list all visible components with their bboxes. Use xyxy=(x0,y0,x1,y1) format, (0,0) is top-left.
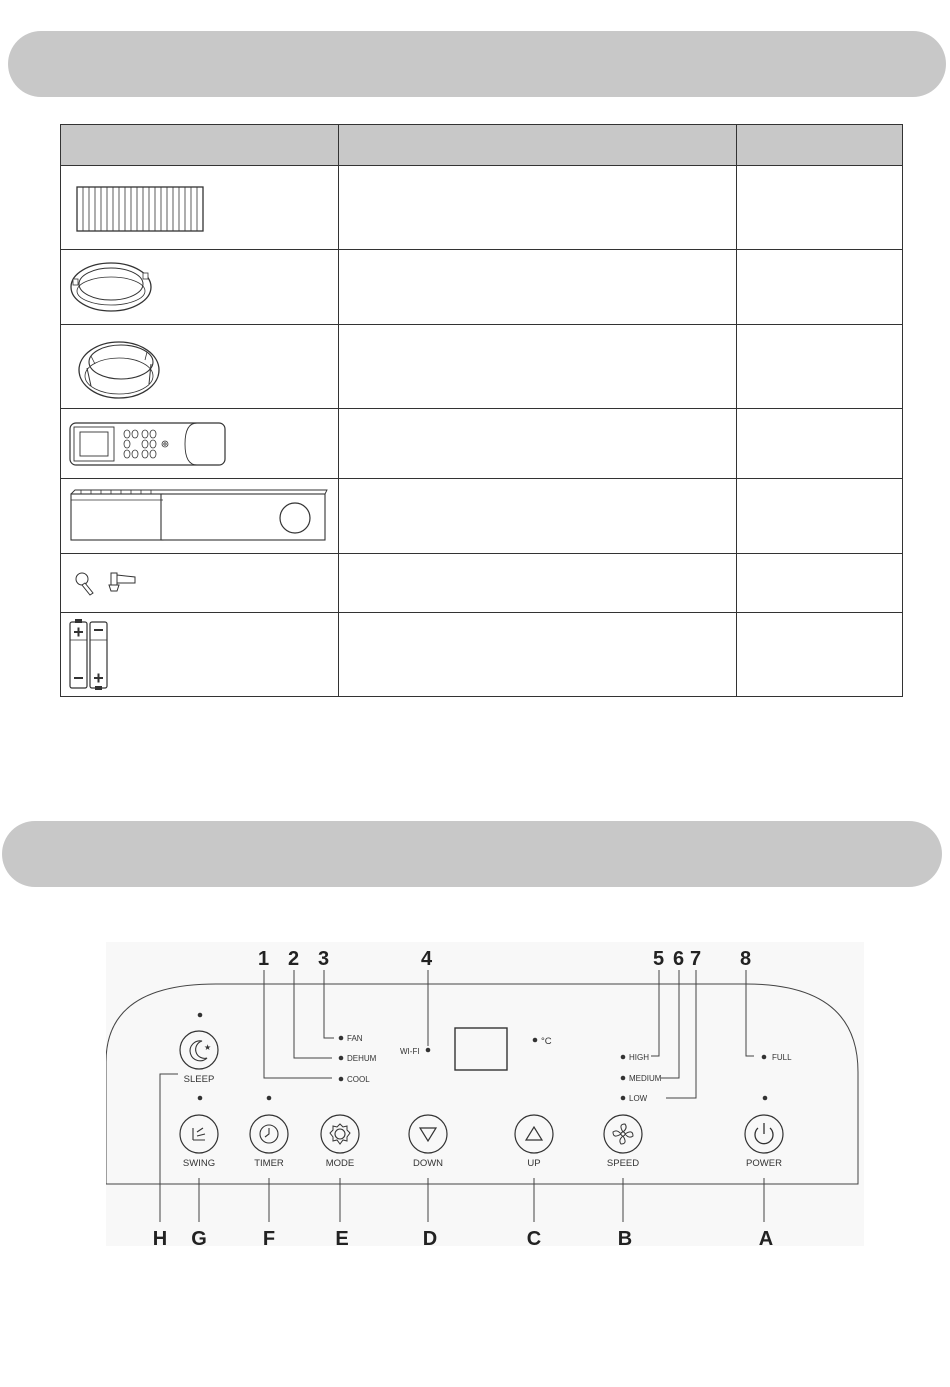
callout-number-1: 1 xyxy=(258,948,270,970)
description-cell xyxy=(339,166,737,250)
up-button[interactable] xyxy=(515,1115,553,1153)
section-header-banner-accessories xyxy=(8,31,946,97)
exhaust-hose-icon xyxy=(61,166,339,250)
callout-letter-d: D xyxy=(422,1228,438,1246)
callout-letter-f: F xyxy=(262,1228,276,1246)
description-cell xyxy=(339,613,737,697)
quantity-cell xyxy=(737,554,903,613)
control-panel-diagram xyxy=(106,942,864,1246)
table-row xyxy=(61,479,903,554)
callout-number-5: 5 xyxy=(653,948,665,970)
power-label: POWER xyxy=(746,1158,782,1169)
callout-letter-h: H xyxy=(152,1228,168,1246)
mode-button[interactable] xyxy=(321,1115,359,1153)
callout-letter-e: E xyxy=(335,1228,349,1246)
indicator-fan-label: FAN xyxy=(347,1034,363,1043)
timer-label: TIMER xyxy=(254,1158,284,1169)
celsius-label: °C xyxy=(541,1036,552,1047)
callout-number-4: 4 xyxy=(421,948,433,970)
table-row xyxy=(61,409,903,479)
power-button[interactable] xyxy=(745,1115,783,1153)
indicator-medium-label: MEDIUM xyxy=(629,1074,662,1083)
hose-connector-ring-icon xyxy=(61,325,339,409)
timer-button[interactable] xyxy=(250,1115,288,1153)
down-label: DOWN xyxy=(412,1158,444,1169)
batteries-icon xyxy=(61,613,339,697)
sleep-button[interactable] xyxy=(180,1031,218,1069)
up-label: UP xyxy=(527,1158,541,1169)
callout-number-2: 2 xyxy=(288,948,300,970)
callout-letter-b: B xyxy=(617,1228,633,1246)
screws-icon xyxy=(61,554,339,613)
quantity-cell xyxy=(737,250,903,325)
table-row xyxy=(61,613,903,697)
down-button[interactable] xyxy=(409,1115,447,1153)
window-adapter-ring-icon xyxy=(61,250,339,325)
callout-letter-c: C xyxy=(526,1228,542,1246)
indicator-full-label: FULL xyxy=(772,1053,792,1062)
temperature-display xyxy=(455,1028,507,1070)
quantity-cell xyxy=(737,479,903,554)
description-cell xyxy=(339,479,737,554)
swing-label: SWING xyxy=(182,1158,216,1169)
table-row xyxy=(61,250,903,325)
callout-number-7: 7 xyxy=(690,948,702,970)
quantity-cell xyxy=(737,166,903,250)
quantity-cell xyxy=(737,409,903,479)
callout-number-6: 6 xyxy=(673,948,685,970)
sleep-label: SLEEP xyxy=(183,1074,215,1085)
window-slider-kit-icon xyxy=(61,479,339,554)
accessories-table xyxy=(60,124,903,697)
header-cell-part xyxy=(61,125,339,166)
callout-number-8: 8 xyxy=(740,948,752,970)
description-cell xyxy=(339,250,737,325)
header-cell-quantity xyxy=(737,125,903,166)
remote-control-icon xyxy=(61,409,339,479)
swing-button[interactable] xyxy=(180,1115,218,1153)
callout-number-3: 3 xyxy=(318,948,330,970)
indicator-dehum-label: DEHUM xyxy=(347,1054,377,1063)
table-header-row xyxy=(61,125,903,166)
quantity-cell xyxy=(737,613,903,697)
quantity-cell xyxy=(737,325,903,409)
indicator-wifi-label: WI-FI xyxy=(400,1047,420,1056)
indicator-high-label: HIGH xyxy=(629,1053,649,1062)
speed-button[interactable] xyxy=(604,1115,642,1153)
description-cell xyxy=(339,409,737,479)
callout-letter-a: A xyxy=(758,1228,774,1246)
indicator-cool-label: COOL xyxy=(347,1075,370,1084)
table-row xyxy=(61,554,903,613)
description-cell xyxy=(339,325,737,409)
description-cell xyxy=(339,554,737,613)
header-cell-description xyxy=(339,125,737,166)
mode-label: MODE xyxy=(325,1158,355,1169)
table-row xyxy=(61,166,903,250)
indicator-low-label: LOW xyxy=(629,1094,648,1103)
table-row xyxy=(61,325,903,409)
callout-letter-g: G xyxy=(191,1228,207,1246)
section-header-banner-control-panel xyxy=(2,821,942,887)
svg-text:★: ★ xyxy=(204,1043,212,1052)
speed-label: SPEED xyxy=(606,1158,640,1169)
